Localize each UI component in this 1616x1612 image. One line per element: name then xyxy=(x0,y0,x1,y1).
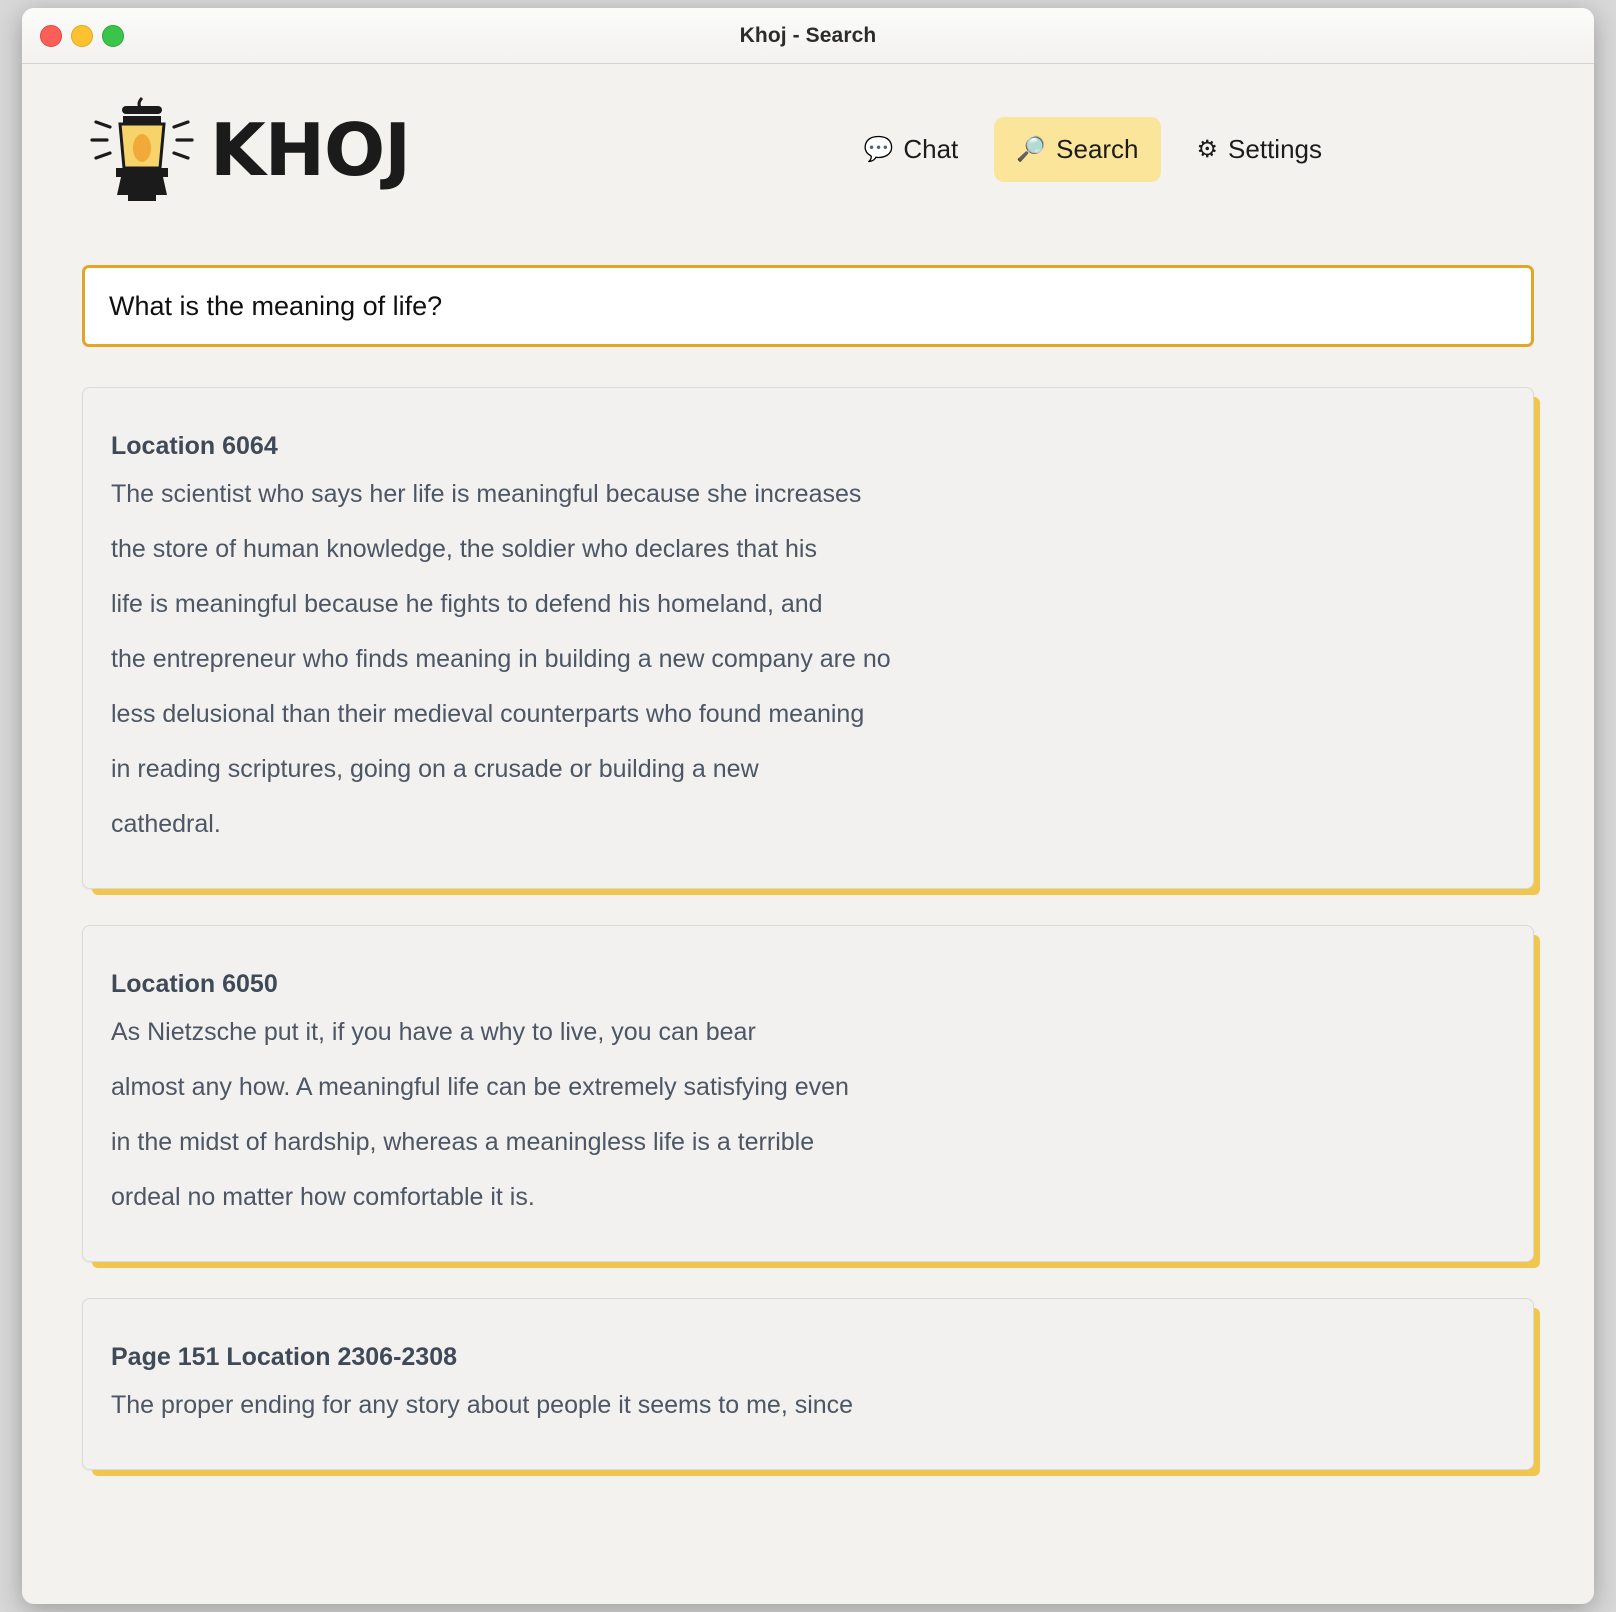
gear-icon: ⚙ xyxy=(1196,135,1219,163)
result-card[interactable] xyxy=(82,925,1534,1262)
result-title: Location 6064 xyxy=(111,432,278,460)
nav-label-settings: Settings xyxy=(1228,134,1322,164)
result-line: As Nietzsche put it, if you have a why to live, you can bear xyxy=(111,1018,756,1046)
result-line: in the midst of hardship, whereas a meaningless life is a terrible xyxy=(111,1128,815,1156)
window-title: Khoj - Search xyxy=(739,23,877,47)
maximize-button[interactable] xyxy=(102,25,124,47)
window-controls xyxy=(40,8,124,63)
logo-wordmark: KHOJ xyxy=(210,107,411,192)
result-line: almost any how. A meaningful life can be extremely satisfying even xyxy=(111,1073,849,1101)
khoj-logo xyxy=(82,92,410,207)
nav-item-chat[interactable] xyxy=(841,117,980,182)
app-header xyxy=(22,64,1594,207)
nav-label-search: Search xyxy=(1056,134,1139,164)
result-line: in reading scriptures, going on a crusade or building a new xyxy=(111,755,759,783)
result-card[interactable] xyxy=(82,1298,1534,1470)
result-title: Page 151 Location 2306-2308 xyxy=(111,1343,458,1371)
result-line: the entrepreneur who finds meaning in building a new company are no xyxy=(111,645,891,673)
close-button[interactable] xyxy=(40,25,62,47)
search-results xyxy=(22,347,1594,1470)
result-line: cathedral. xyxy=(111,810,221,838)
app-content xyxy=(22,64,1594,1604)
result-card[interactable] xyxy=(82,387,1534,889)
search-input[interactable] xyxy=(82,265,1534,347)
result-line: The proper ending for any story about people it seems to me, since xyxy=(111,1391,854,1419)
result-line: the store of human knowledge, the soldier who declares that his xyxy=(111,535,817,563)
result-line: life is meaningful because he fights to defend his homeland, and xyxy=(111,590,823,618)
search-bar xyxy=(22,207,1594,347)
nav-label-chat: Chat xyxy=(903,134,959,164)
main-nav xyxy=(841,117,1534,182)
minimize-button[interactable] xyxy=(71,25,93,47)
app-window xyxy=(22,8,1594,1604)
lantern-icon xyxy=(82,92,202,207)
result-line: less delusional than their medieval counterparts who found meaning xyxy=(111,700,865,728)
result-line: ordeal no matter how comfortable it is. xyxy=(111,1183,535,1211)
title-bar xyxy=(22,8,1594,64)
chat-bubble-icon: 💬 xyxy=(863,135,894,163)
nav-item-search[interactable] xyxy=(994,117,1160,182)
nav-item-settings[interactable] xyxy=(1175,117,1344,182)
result-line: The scientist who says her life is meaningful because she increases xyxy=(111,480,862,508)
result-title: Location 6050 xyxy=(111,970,278,998)
magnifier-icon: 🔎 xyxy=(1016,135,1047,163)
